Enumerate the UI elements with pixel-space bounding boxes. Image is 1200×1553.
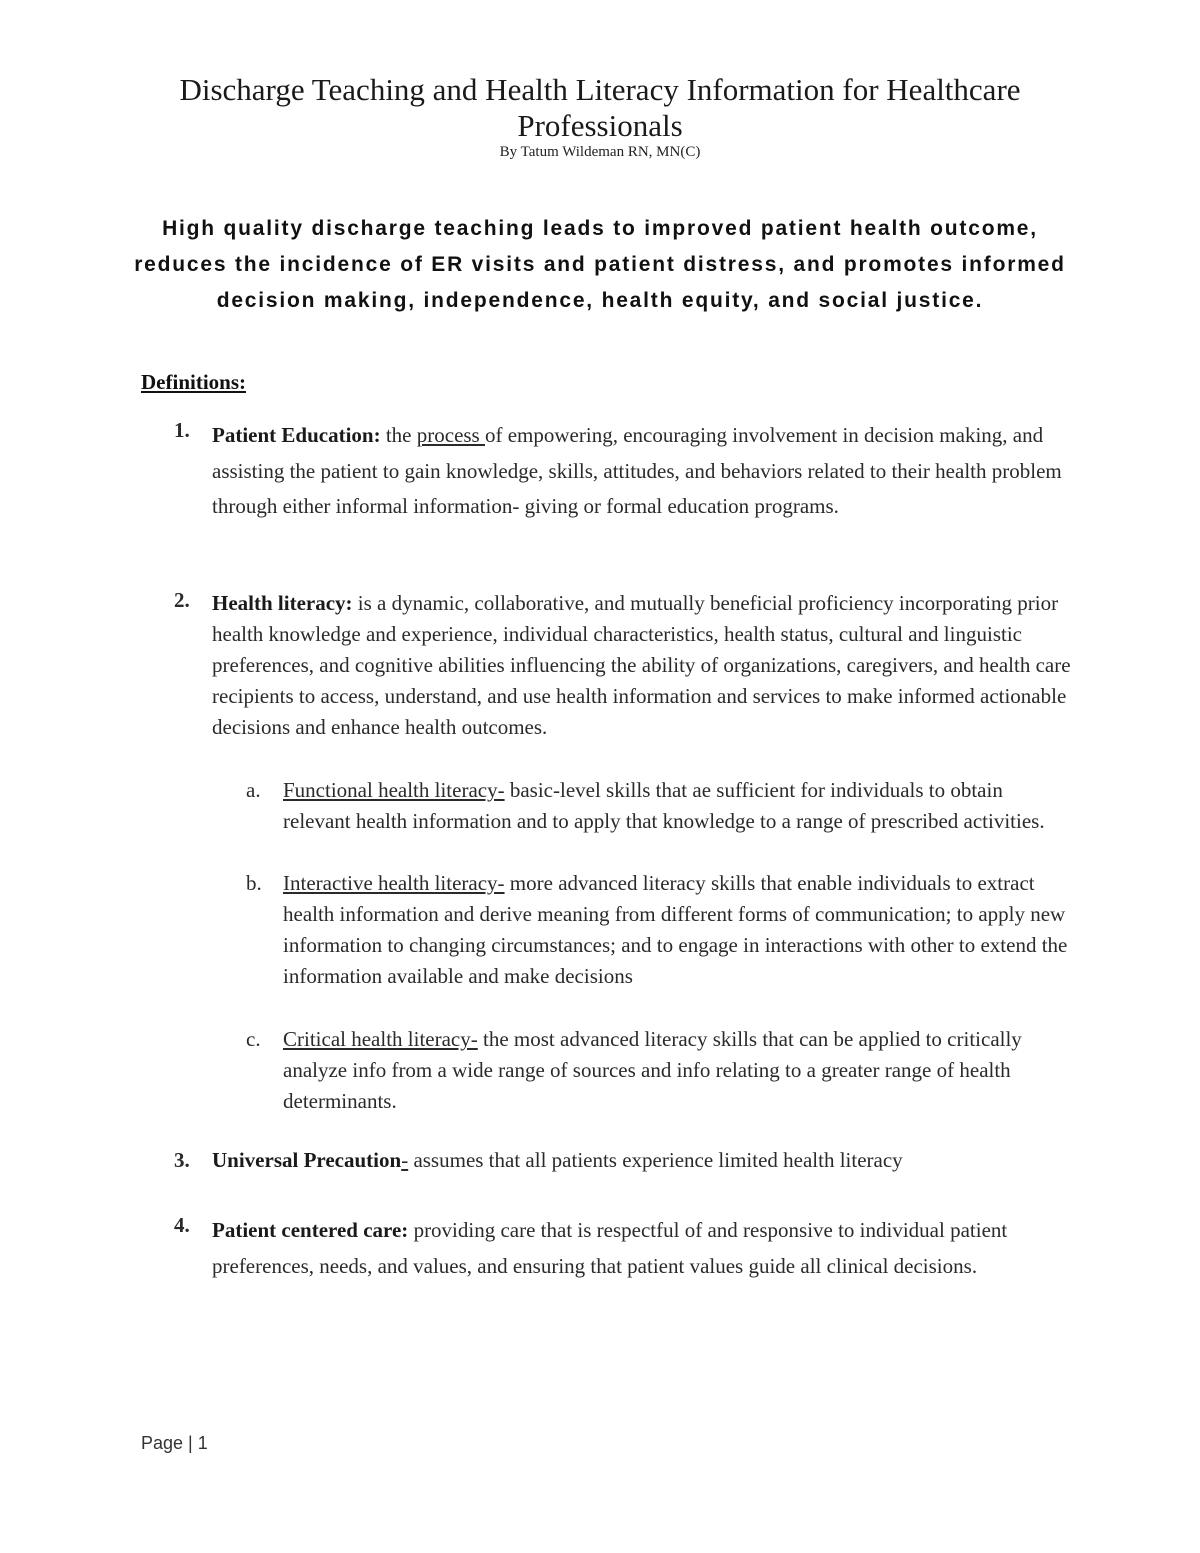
definition-text: assumes that all patients experience limited health literacy: [408, 1148, 903, 1172]
definition-term: Patient Education:: [212, 423, 381, 447]
definition-underlined-word: process: [416, 423, 485, 447]
subdefinition-text: the most advanced literacy skills that can be applied to critically analyze info from a wide range of sources and info relating to a greater range of health determinants.: [283, 1027, 1022, 1113]
definition-term: Universal Precaution: [212, 1148, 402, 1172]
definition-term: Patient centered care:: [212, 1218, 409, 1242]
subdefinition-body: [283, 1024, 1073, 1117]
definition-term: Health literacy:: [212, 591, 353, 615]
document-title: Discharge Teaching and Health Literacy Information for Healthcare Professionals: [179, 72, 1021, 143]
definition-body: [212, 1213, 1074, 1284]
definition-text-prefix: the: [380, 423, 417, 447]
definition-body: [212, 1145, 1074, 1176]
author-byline: By Tatum Wildeman RN, MN(C): [499, 144, 701, 160]
definition-text: is a dynamic, collaborative, and mutually beneficial proficiency incorporating prior health knowledge and experience, individual characteristics, health status, cultural and linguistic preferences, and cognitive abilities influencing the ability of organizations, caregivers, and health care recipients to access, understand, and use health information and services to make informed actionable decisions and enhance health outcomes.: [212, 591, 1071, 739]
definition-body: [212, 418, 1074, 525]
subdefinition-body: [283, 775, 1073, 837]
page-number-footer: Page | 1: [141, 1433, 208, 1453]
definition-number: 4.: [174, 1213, 190, 1237]
definition-text: providing care that is respectful of and responsive to individual patient preferences, needs, and values, and ensuring that patient values guide all clinical decisions.: [212, 1218, 1008, 1278]
subdefinition-text: basic-level skills that ae sufficient for individuals to obtain relevant health information and to apply that knowledge to a range of prescribed activities.: [283, 778, 1045, 833]
subdefinition-term: Critical health literacy-: [283, 1027, 478, 1051]
lead-statement: High quality discharge teaching leads to improved patient health outcome, reduces the incidence of ER visits and patient distress, and promotes informed decision making, independence, health equity, and social justice.: [134, 217, 1066, 312]
definition-text: of empowering, encouraging involvement in decision making, and assisting the patient to gain knowledge, skills, attitudes, and behaviors related to their health problem through either informal information- giving or formal education programs.: [212, 423, 1062, 518]
subdefinition-letter: a.: [246, 778, 261, 802]
definitions-heading: Definitions:: [141, 370, 246, 394]
definition-number: 2.: [174, 588, 190, 612]
subdefinition-term: Interactive health literacy-: [283, 871, 505, 895]
subdefinition-body: [283, 868, 1073, 992]
definition-number: 3.: [174, 1148, 190, 1172]
definition-underlined-dash: -: [401, 1148, 409, 1172]
subdefinition-term: Functional health literacy-: [283, 778, 505, 802]
definition-number: 1.: [174, 418, 190, 442]
subdefinition-letter: c.: [246, 1027, 261, 1051]
subdefinition-letter: b.: [246, 871, 262, 895]
definition-body: [212, 588, 1074, 743]
subdefinition-text: more advanced literacy skills that enable individuals to extract health information and derive meaning from different forms of communication; to apply new information to changing circumstances; and to engage in interactions with other to extend the information available and make decisions: [283, 871, 1068, 988]
